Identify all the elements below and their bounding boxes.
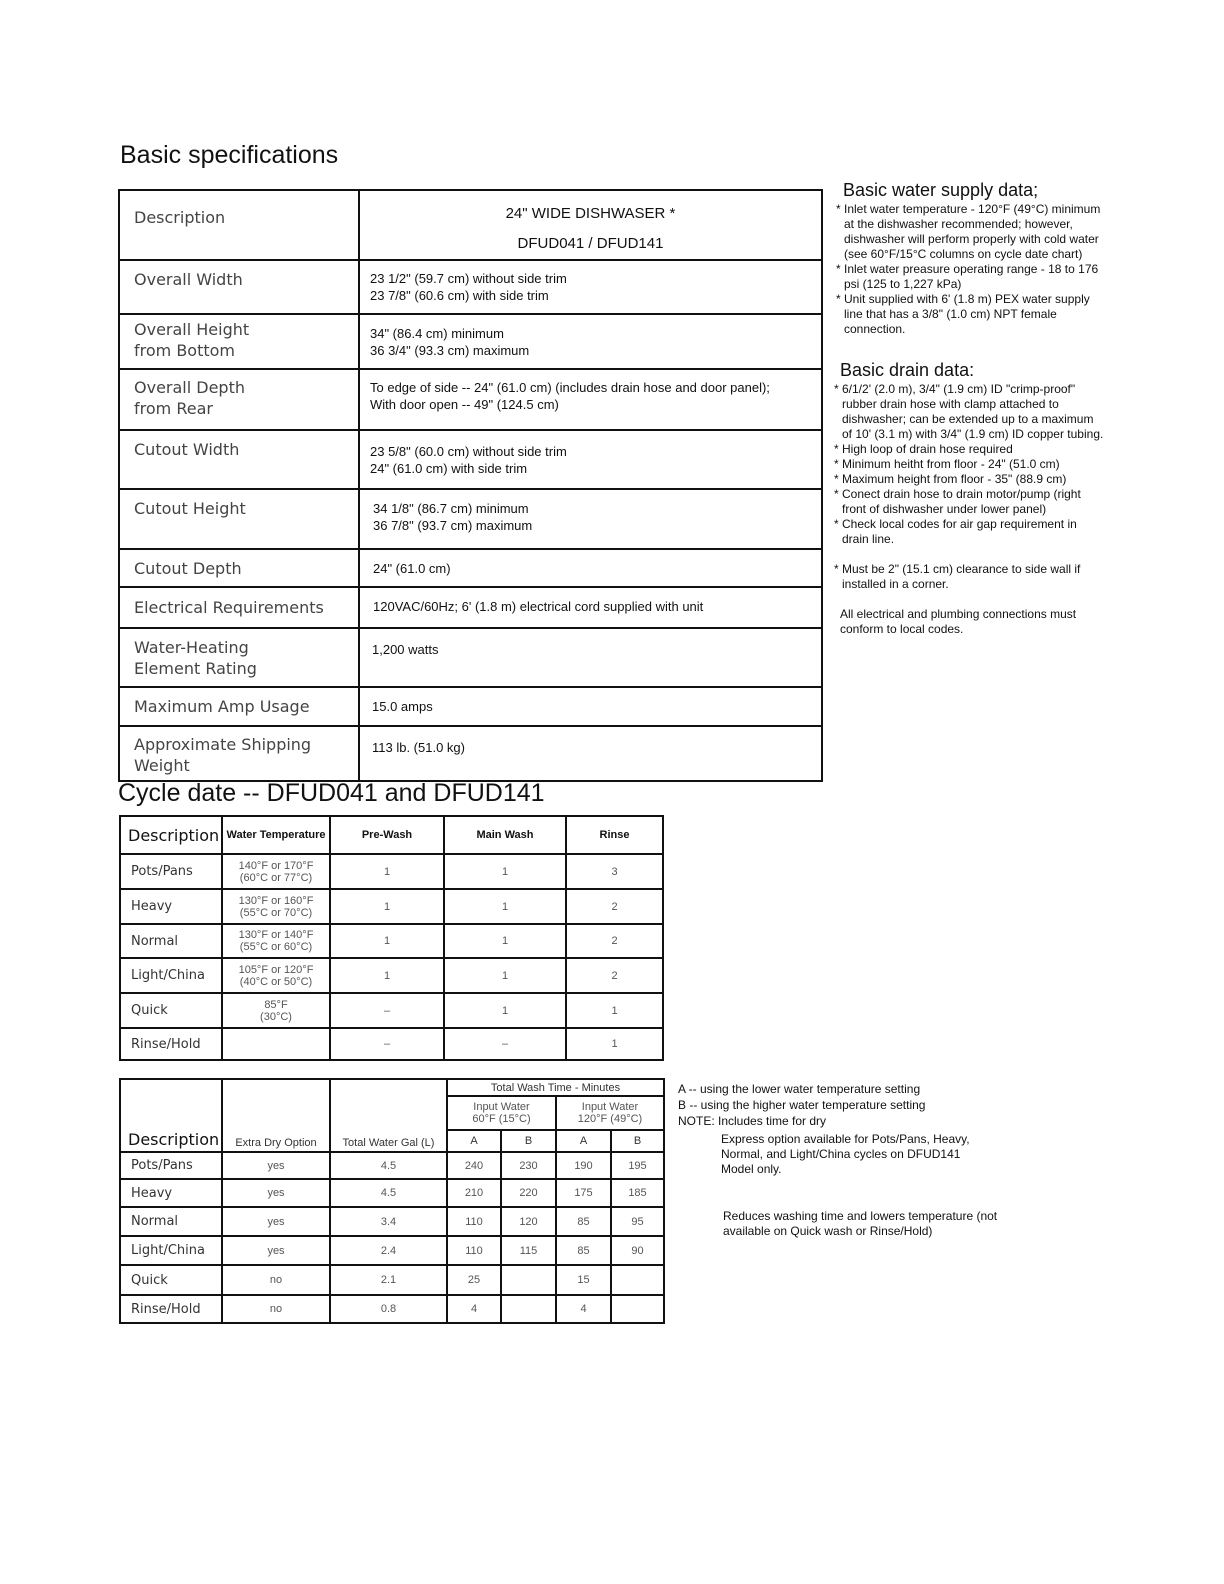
drain-section — [834, 359, 1104, 637]
wash-b2 — [611, 1265, 664, 1295]
cycle-temp — [222, 1028, 330, 1060]
wash-b2: 95 — [611, 1207, 664, 1236]
wash-extra-dry: yes — [222, 1179, 330, 1207]
cycle-title: Cycle date -- DFUD041 and DFUD141 — [118, 779, 545, 807]
legend-b: B -- using the higher water temperature setting — [678, 1098, 926, 1112]
cycle-header-water-temp: Water Temperature — [222, 816, 330, 854]
cycle-table — [119, 815, 664, 1061]
cycle-mainwash: 1 — [444, 924, 566, 958]
wash-a2: 15 — [556, 1265, 611, 1295]
wash-a2: 4 — [556, 1295, 611, 1323]
wash-desc: Pots/Pans — [120, 1152, 222, 1179]
wash-header-a2: A — [556, 1130, 611, 1152]
wash-a2: 175 — [556, 1179, 611, 1207]
wash-header-description: Description — [120, 1079, 222, 1152]
drain-item: * Maximum height from floor - 35" (88.9 cm) — [834, 472, 1067, 486]
drain-item: * Conect drain hose to drain motor/pump (right front of dishwasher under lower panel) — [834, 487, 1081, 516]
spec-row — [119, 726, 822, 781]
wash-header-input-120: Input Water 120°F (49°C) — [556, 1096, 664, 1130]
cycle-row — [120, 958, 663, 993]
wash-total-water: 3.4 — [330, 1207, 447, 1236]
spec-value: 34" (86.4 cm) minimum 36 3/4" (93.3 cm) maximum — [359, 314, 822, 369]
wash-total-water: 4.5 — [330, 1152, 447, 1179]
wash-desc: Quick — [120, 1265, 222, 1295]
reduces-note: Reduces washing time and lowers temperature (not available on Quick wash or Rinse/Hold) — [723, 1209, 998, 1238]
wash-row — [120, 1295, 664, 1323]
drain-heading: Basic drain data: — [840, 360, 975, 380]
wash-extra-dry: yes — [222, 1207, 330, 1236]
cycle-rinse: 2 — [566, 924, 663, 958]
wash-desc: Rinse/Hold — [120, 1295, 222, 1323]
cycle-mainwash: 1 — [444, 993, 566, 1028]
wash-a1: 210 — [447, 1179, 501, 1207]
wash-b2 — [611, 1295, 664, 1323]
cycle-desc: Heavy — [120, 889, 222, 924]
cycle-temp: 130°F or 160°F (55°C or 70°C) — [222, 889, 330, 924]
spec-label: Approximate Shipping Weight — [119, 726, 359, 781]
cycle-row — [120, 1028, 663, 1060]
spec-table — [118, 189, 823, 782]
wash-b2: 90 — [611, 1236, 664, 1265]
wash-header-b2: B — [611, 1130, 664, 1152]
cycle-mainwash: 1 — [444, 889, 566, 924]
wash-header-input-60: Input Water 60°F (15°C) — [447, 1096, 556, 1130]
wash-header-b1: B — [501, 1130, 556, 1152]
codes-note: All electrical and plumbing connections must conform to local codes. — [840, 607, 1077, 636]
wash-header-extra-dry: Extra Dry Option — [222, 1079, 330, 1152]
spec-row — [119, 587, 822, 628]
spec-label: Cutout Height — [119, 489, 359, 549]
wash-b1: 230 — [501, 1152, 556, 1179]
cycle-desc: Rinse/Hold — [120, 1028, 222, 1060]
water-supply-item: * Inlet water temperature - 120°F (49°C) minimum at the dishwasher recommended; however, dishwasher will perform properly with cold water (see 60°F/15°C columns on cycle date chart) — [836, 202, 1101, 261]
cycle-mainwash: 1 — [444, 958, 566, 993]
wash-row — [120, 1179, 664, 1207]
cycle-header-row — [120, 816, 663, 854]
cycle-rinse: 2 — [566, 958, 663, 993]
wash-total-water: 4.5 — [330, 1179, 447, 1207]
clearance-note: * Must be 2" (15.1 cm) clearance to side wall if installed in a corner. — [834, 562, 1081, 591]
wash-a1: 4 — [447, 1295, 501, 1323]
wash-a2: 85 — [556, 1236, 611, 1265]
wash-a2: 190 — [556, 1152, 611, 1179]
wash-extra-dry: no — [222, 1295, 330, 1323]
water-supply-item: * Unit supplied with 6' (1.8 m) PEX water supply line that has a 3/8" (1.0 cm) NPT female connection. — [836, 292, 1090, 336]
spec-row — [119, 430, 822, 489]
cycle-rinse: 3 — [566, 854, 663, 889]
wash-legend — [678, 1081, 1008, 1239]
wash-b1 — [501, 1265, 556, 1295]
spec-value: 120VAC/60Hz; 6' (1.8 m) electrical cord supplied with unit — [359, 587, 822, 628]
spec-label: Cutout Width — [119, 430, 359, 489]
spec-header-row — [119, 190, 822, 260]
wash-a2: 85 — [556, 1207, 611, 1236]
cycle-header-description: Description — [120, 816, 222, 854]
wash-row — [120, 1207, 664, 1236]
wash-total-water: 2.1 — [330, 1265, 447, 1295]
cycle-row — [120, 993, 663, 1028]
spec-label: Water-Heating Element Rating — [119, 628, 359, 687]
cycle-desc: Quick — [120, 993, 222, 1028]
cycle-prewash: 1 — [330, 924, 444, 958]
cycle-prewash: 1 — [330, 854, 444, 889]
page-title: Basic specifications — [120, 141, 339, 169]
wash-b1: 220 — [501, 1179, 556, 1207]
cycle-desc: Pots/Pans — [120, 854, 222, 889]
spec-header-label: Description — [119, 190, 359, 260]
wash-header-group: Total Wash Time - Minutes — [447, 1079, 664, 1096]
wash-desc: Light/China — [120, 1236, 222, 1265]
wash-b1: 120 — [501, 1207, 556, 1236]
cycle-row — [120, 854, 663, 889]
drain-item: * Minimum heitht from floor - 24" (51.0 cm) — [834, 457, 1060, 471]
cycle-prewash: 1 — [330, 889, 444, 924]
drain-item: * 6/1/2' (2.0 m), 3/4" (1.9 cm) ID "crimp-proof" rubber drain hose with clamp attached to dishwasher; can be extended up to a maximum of 10' (3.1 m) with 3/4" (1.9 cm) ID copper tubing. — [834, 382, 1104, 441]
wash-extra-dry: no — [222, 1265, 330, 1295]
cycle-desc: Light/China — [120, 958, 222, 993]
spec-value: 23 1/2" (59.7 cm) without side trim 23 7/8" (60.6 cm) with side trim — [359, 260, 822, 314]
cycle-temp: 105°F or 120°F (40°C or 50°C) — [222, 958, 330, 993]
cycle-prewash: 1 — [330, 958, 444, 993]
spec-row — [119, 549, 822, 587]
spec-value: To edge of side -- 24" (61.0 cm) (includes drain hose and door panel); With door open -- 49" (124.5 cm) — [359, 369, 822, 430]
cycle-desc: Normal — [120, 924, 222, 958]
spec-row — [119, 687, 822, 726]
spec-header-value — [359, 190, 822, 260]
spec-value: 23 5/8" (60.0 cm) without side trim 24" (61.0 cm) with side trim — [359, 430, 822, 489]
spec-row — [119, 628, 822, 687]
water-supply-heading: Basic water supply data; — [843, 180, 1039, 200]
spec-row — [119, 260, 822, 314]
wash-desc: Heavy — [120, 1179, 222, 1207]
spec-label: Maximum Amp Usage — [119, 687, 359, 726]
cycle-rinse: 1 — [566, 993, 663, 1028]
wash-header-total-water: Total Water Gal (L) — [330, 1079, 447, 1152]
spec-label: Electrical Requirements — [119, 587, 359, 628]
wash-row — [120, 1265, 664, 1295]
cycle-prewash: – — [330, 993, 444, 1028]
cycle-header-prewash: Pre-Wash — [330, 816, 444, 854]
wash-a1: 25 — [447, 1265, 501, 1295]
express-note: Express option available for Pots/Pans, Heavy, Normal, and Light/China cycles on DFUD141 Model only. — [721, 1132, 970, 1176]
spec-value: 1,200 watts — [359, 628, 822, 687]
wash-header-a1: A — [447, 1130, 501, 1152]
wash-b1 — [501, 1295, 556, 1323]
spec-value: 34 1/8" (86.7 cm) minimum 36 7/8" (93.7 cm) maximum — [359, 489, 822, 549]
spec-value: 113 lb. (51.0 kg) — [359, 726, 822, 781]
cycle-prewash: – — [330, 1028, 444, 1060]
cycle-row — [120, 889, 663, 924]
cycle-mainwash: – — [444, 1028, 566, 1060]
wash-a1: 240 — [447, 1152, 501, 1179]
cycle-temp: 130°F or 140°F (55°C or 60°C) — [222, 924, 330, 958]
spec-label: Cutout Depth — [119, 549, 359, 587]
wash-a1: 110 — [447, 1236, 501, 1265]
cycle-header-mainwash: Main Wash — [444, 816, 566, 854]
drain-item: * Check local codes for air gap requirement in drain line. — [834, 517, 1077, 546]
wash-b2: 195 — [611, 1152, 664, 1179]
drain-item: * High loop of drain hose required — [834, 442, 1013, 456]
cycle-row — [120, 924, 663, 958]
cycle-rinse: 1 — [566, 1028, 663, 1060]
wash-extra-dry: yes — [222, 1236, 330, 1265]
wash-row — [120, 1152, 664, 1179]
spec-header-line2: DFUD041 / DFUD141 — [517, 235, 664, 252]
spec-value: 15.0 amps — [359, 687, 822, 726]
wash-a1: 110 — [447, 1207, 501, 1236]
water-supply-item: * Inlet water preasure operating range - 18 to 176 psi (125 to 1,227 kPa) — [836, 262, 1099, 291]
wash-row — [120, 1236, 664, 1265]
cycle-temp: 140°F or 170°F (60°C or 77°C) — [222, 854, 330, 889]
spec-label: Overall Height from Bottom — [119, 314, 359, 369]
cycle-temp: 85°F (30°C) — [222, 993, 330, 1028]
spec-label: Overall Depth from Rear — [119, 369, 359, 430]
wash-b1: 115 — [501, 1236, 556, 1265]
spec-header-line1: 24" WIDE DISHWASER * — [505, 205, 676, 222]
cycle-mainwash: 1 — [444, 854, 566, 889]
cycle-header-rinse: Rinse — [566, 816, 663, 854]
wash-b2: 185 — [611, 1179, 664, 1207]
wash-total-water: 0.8 — [330, 1295, 447, 1323]
water-supply-section — [836, 179, 1104, 337]
wash-time-table — [119, 1078, 665, 1324]
wash-extra-dry: yes — [222, 1152, 330, 1179]
cycle-rinse: 2 — [566, 889, 663, 924]
spec-row — [119, 489, 822, 549]
spec-value: 24" (61.0 cm) — [359, 549, 822, 587]
spec-row — [119, 314, 822, 369]
legend-a: A -- using the lower water temperature setting — [678, 1082, 921, 1096]
legend-note: NOTE: Includes time for dry — [678, 1114, 827, 1128]
wash-desc: Normal — [120, 1207, 222, 1236]
wash-total-water: 2.4 — [330, 1236, 447, 1265]
spec-row — [119, 369, 822, 430]
spec-label: Overall Width — [119, 260, 359, 314]
